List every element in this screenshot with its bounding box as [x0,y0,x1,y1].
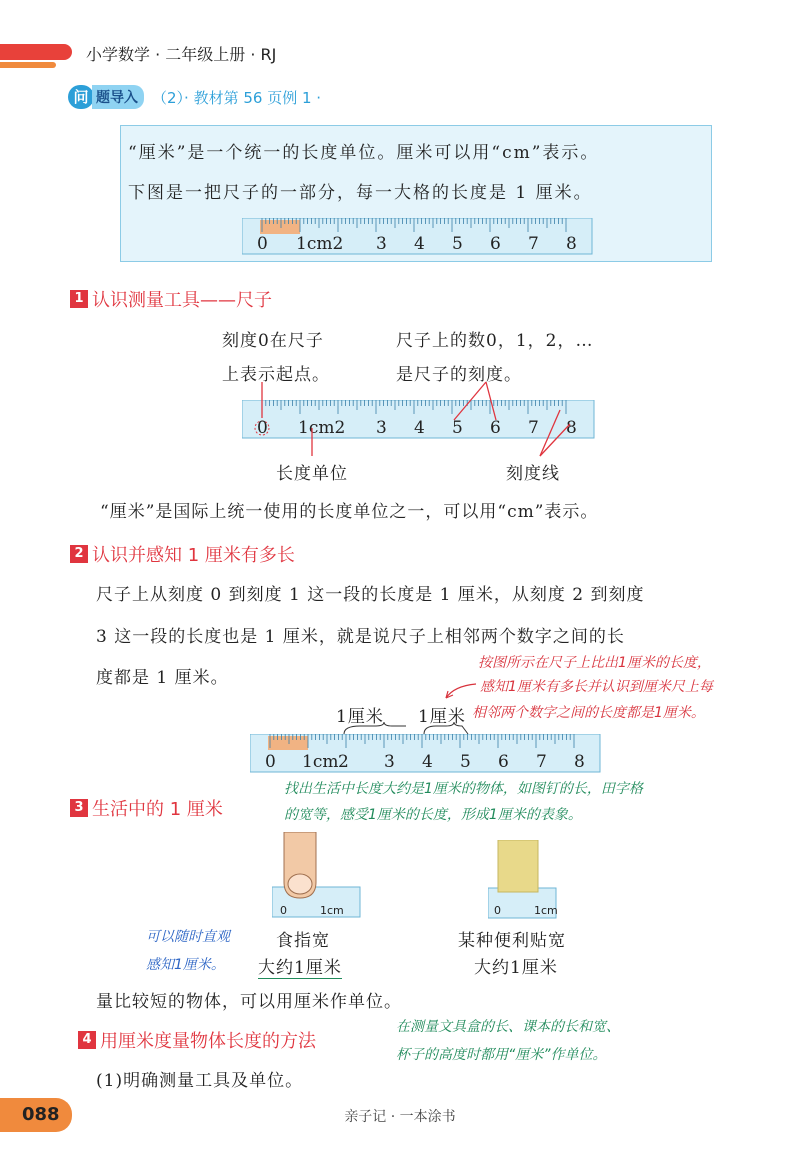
ruler-number-label: 6 [490,234,501,254]
ruler-section2-labels [250,752,602,772]
ruler-number-label: 7 [528,234,539,254]
section-3-number: 3 [70,799,88,817]
brace-label-1: 1厘米 [336,707,384,727]
ruler-number-label: 3 [384,752,395,772]
ruler-number-label: 7 [536,752,547,772]
note-caption-1: 某种便利贴宽 [458,931,566,951]
section-2-title: 认识并感知 1 厘米有多长 [92,545,295,566]
ruler-number-label: 4 [422,752,433,772]
intro-badge [68,85,321,109]
note-scale-2: 是尺子的刻度。 [396,365,522,385]
ruler-intro-labels [242,234,594,254]
finger-ruler-zero: 0 [280,904,287,917]
section-1-heading [70,286,272,312]
intro-line-1: “厘米”是一个统一的长度单位。厘米可以用“cm”表示。 [128,143,600,163]
note-zero-2: 上表示起点。 [222,365,330,385]
handnote-green-4: 杯子的高度时都用“厘米”作单位。 [396,1047,607,1063]
ruler-number-label: 8 [574,752,585,772]
ruler-number-label: 4 [414,234,425,254]
intro-badge-word: 题导入 [92,85,144,109]
ruler-number-label: 1cm [302,752,339,772]
section-2-para-3: 度都是 1 厘米。 [96,668,229,688]
section-1-number: 1 [70,290,88,308]
ruler-number-label: 8 [566,234,577,254]
intro-line-2: 下图是一把尺子的一部分，每一大格的长度是 1 厘米。 [128,183,593,203]
ruler-number-label: 8 [566,418,577,438]
ruler-number-label: 0 [257,234,268,254]
note-scale-1: 尺子上的数0，1，2，… [396,331,594,351]
page-number: 088 [22,1104,60,1125]
ruler-number-label: 4 [414,418,425,438]
ruler-number-label: 5 [460,752,471,772]
note-caption-2: 大约1厘米 [474,958,558,978]
handnote-blue-2: 感知1厘米。 [146,957,225,973]
question-badge-icon: 问 [68,85,94,109]
finger-caption-2: 大约1厘米 [258,953,342,979]
handnote-blue-1: 可以随时直观 [146,929,230,945]
ruler-number-label: 6 [498,752,509,772]
book-title: 小学数学 · 二年级上册 · RJ [86,45,277,64]
section-4-title: 用厘米度量物体长度的方法 [100,1031,316,1052]
note-ruler-zero: 0 [494,904,501,917]
ruler-number-label: 2 [338,752,349,772]
handnote-green-2: 的宽等，感受1厘米的长度，形成1厘米的表象。 [284,807,582,823]
note-zero-1: 刻度0在尺子 [222,331,324,351]
section-2-para-2: 3 这一段的长度也是 1 厘米，就是说尺子上相邻两个数字之间的长 [96,627,625,647]
handnote-arrow [440,680,480,704]
intro-reference: （2）· 教材第 56 页例 1 · [152,88,322,107]
ruler-number-label: 1cm2 [296,234,344,254]
handnote-red-1: 按图所示在尺子上比出1厘米的长度， [478,655,711,671]
handnote-green-1: 找出生活中长度大约是1厘米的物体，如图钉的长，田字格 [284,781,643,797]
section-4-heading [78,1027,316,1053]
section-2-number: 2 [70,545,88,563]
section-1-title: 认识测量工具——尺子 [92,290,272,311]
ruler-number-label: 3 [376,418,387,438]
ruler-number-label: 0 [265,752,276,772]
handnote-red-3: 相邻两个数字之间的长度都是1厘米。 [472,705,705,721]
section-4-item-1: (1)明确测量工具及单位。 [96,1071,304,1091]
section-3-title: 生活中的 1 厘米 [92,799,223,820]
section-1-summary: “厘米”是国际上统一使用的长度单位之一，可以用“cm”表示。 [100,502,599,522]
section-4-number: 4 [78,1031,96,1049]
ruler-number-label: 5 [452,418,463,438]
brace-label-2: 1厘米 [418,707,466,727]
ruler-number-label: 3 [376,234,387,254]
label-tick-marks: 刻度线 [506,464,560,484]
section-3-heading [70,795,223,821]
header-stripe [0,44,72,60]
section-2-para-1: 尺子上从刻度 0 到刻度 1 这一段的长度是 1 厘米，从刻度 2 到刻度 [96,585,645,605]
note-ruler-cm: 1cm [534,904,558,917]
finger-caption-1: 食指宽 [276,931,330,951]
footer-brand: 亲子记 · 一本涂书 [344,1109,456,1125]
ruler-number-label: 0 [257,418,268,438]
ruler-number-label: 6 [490,418,501,438]
ruler-number-label: 7 [528,418,539,438]
handnote-green-3: 在测量文具盒的长、课本的长和宽、 [396,1019,620,1035]
ruler-arrows [240,380,600,460]
ruler-number-label: 5 [452,234,463,254]
label-length-unit: 长度单位 [276,464,348,484]
finger-ruler-cm: 1cm [320,904,344,917]
ruler-number-label: 1cm2 [298,418,346,438]
section-2-heading [70,541,295,567]
section-3-summary: 量比较短的物体，可以用厘米作单位。 [96,992,402,1012]
header-stripe-secondary [0,62,56,68]
handnote-red-2: 感知1厘米有多长并认识到厘米尺上每 [480,679,713,695]
